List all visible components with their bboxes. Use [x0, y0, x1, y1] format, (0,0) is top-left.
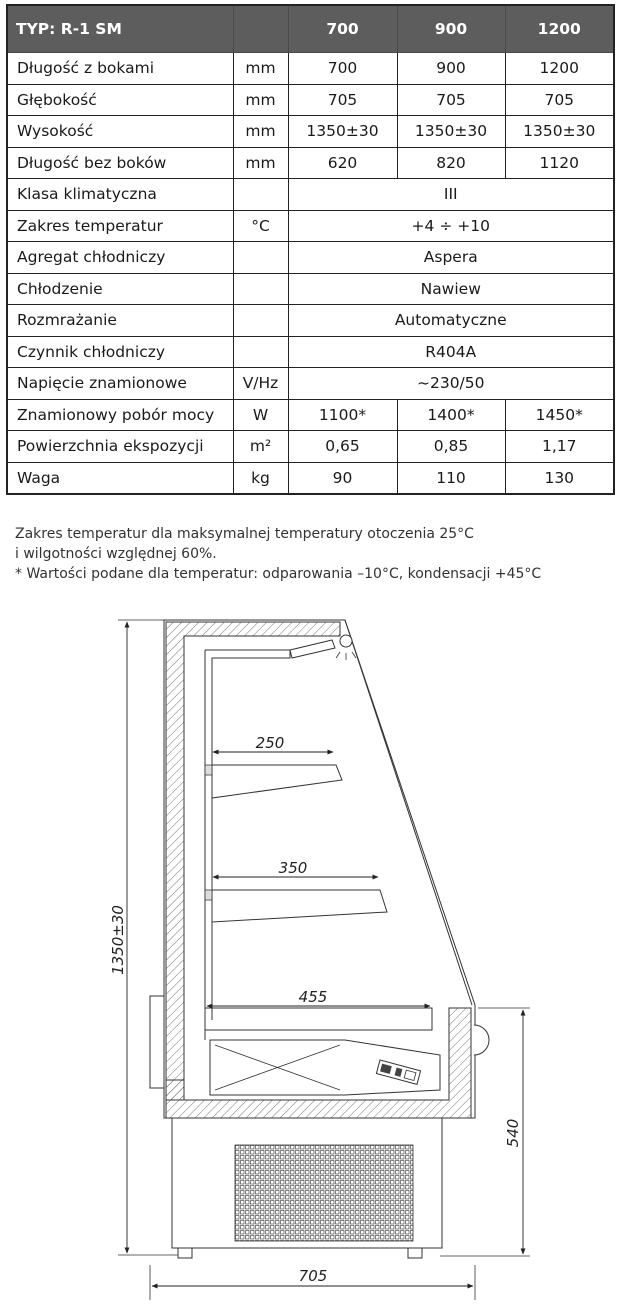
table-row — [7, 336, 614, 368]
spec-header-row — [7, 5, 614, 53]
row-value: Nawiew — [288, 273, 614, 305]
row-unit: mm — [233, 147, 288, 179]
back-panel — [150, 996, 164, 1088]
note-temperature-range: Zakres temperatur dla maksymalnej temperatury otoczenia 25°C — [15, 526, 474, 542]
row-name: Agregat chłodniczy — [7, 242, 233, 274]
row-unit: V/Hz — [233, 368, 288, 400]
row-value: 1350±30 — [288, 116, 397, 148]
row-value: 1350±30 — [505, 116, 614, 148]
row-name: Długość z bokami — [7, 53, 233, 85]
row-value: +4 ÷ +10 — [288, 210, 614, 242]
row-value: 1120 — [505, 147, 614, 179]
row-value: 705 — [397, 84, 505, 116]
dimension-depth — [150, 1265, 475, 1300]
note-values-asterisk: * Wartości podane dla temperatur: odparowania –10°C, kondensacji +45°C — [15, 566, 542, 582]
row-value: 820 — [397, 147, 505, 179]
row-unit: kg — [233, 462, 288, 494]
dim-counter-label: 540 — [504, 1118, 522, 1148]
header-900: 900 — [397, 5, 505, 53]
header-unit — [233, 5, 288, 53]
row-value: 90 — [288, 462, 397, 494]
header-1200: 1200 — [505, 5, 614, 53]
row-value: 700 — [288, 53, 397, 85]
row-value: 110 — [397, 462, 505, 494]
row-unit: W — [233, 399, 288, 431]
row-unit: mm — [233, 84, 288, 116]
row-name: Czynnik chłodniczy — [7, 336, 233, 368]
row-value: 900 — [397, 53, 505, 85]
row-name: Waga — [7, 462, 233, 494]
row-name: Klasa klimatyczna — [7, 179, 233, 211]
dim-shelf-lower-label: 350 — [278, 859, 308, 877]
table-row — [7, 305, 614, 337]
row-unit — [233, 336, 288, 368]
row-unit — [233, 242, 288, 274]
row-name: Powierzchnia ekspozycji — [7, 431, 233, 463]
table-row — [7, 116, 614, 148]
table-row — [7, 147, 614, 179]
row-unit — [233, 179, 288, 211]
row-unit — [233, 273, 288, 305]
dim-depth-label: 705 — [298, 1267, 328, 1285]
table-row — [7, 53, 614, 85]
row-name: Wysokość — [7, 116, 233, 148]
note-humidity: i wilgotności względnej 60%. — [15, 546, 217, 562]
cabinet-body — [164, 620, 475, 1118]
row-name: Znamionowy pobór mocy — [7, 399, 233, 431]
row-value: 1200 — [505, 53, 614, 85]
ventilation-grille — [235, 1145, 413, 1241]
dim-shelf-upper-label: 250 — [255, 734, 285, 752]
row-value: 1400* — [397, 399, 505, 431]
table-row — [7, 399, 614, 431]
row-value: 0,85 — [397, 431, 505, 463]
row-value: 0,65 — [288, 431, 397, 463]
row-name: Zakres temperatur — [7, 210, 233, 242]
dim-base-label: 455 — [298, 988, 328, 1006]
table-row — [7, 242, 614, 274]
row-value: III — [288, 179, 614, 211]
table-row — [7, 462, 614, 494]
row-value: R404A — [288, 336, 614, 368]
foot-left — [178, 1248, 192, 1258]
footnotes — [15, 524, 541, 584]
row-value: 620 — [288, 147, 397, 179]
compressor-cabinet — [172, 1118, 442, 1258]
row-value: 130 — [505, 462, 614, 494]
table-row — [7, 368, 614, 400]
table-row — [7, 273, 614, 305]
header-type: TYP: R-1 SM — [7, 5, 233, 53]
row-unit: mm — [233, 116, 288, 148]
row-name: Chłodzenie — [7, 273, 233, 305]
row-unit: m² — [233, 431, 288, 463]
spec-table — [6, 4, 615, 495]
row-name: Rozmrażanie — [7, 305, 233, 337]
row-value: Aspera — [288, 242, 614, 274]
light-fixture — [290, 635, 356, 660]
row-value: 1,17 — [505, 431, 614, 463]
shelf-upper — [205, 734, 342, 798]
table-row — [7, 431, 614, 463]
row-unit — [233, 305, 288, 337]
row-value: 1450* — [505, 399, 614, 431]
row-name: Głębokość — [7, 84, 233, 116]
row-name: Długość bez boków — [7, 147, 233, 179]
table-row — [7, 210, 614, 242]
row-value: 705 — [505, 84, 614, 116]
table-row — [7, 179, 614, 211]
shelf-lower — [205, 859, 387, 922]
row-value: 1100* — [288, 399, 397, 431]
row-name: Napięcie znamionowe — [7, 368, 233, 400]
row-value: 1350±30 — [397, 116, 505, 148]
base-deck — [205, 988, 432, 1030]
row-value: ~230/50 — [288, 368, 614, 400]
thermometer-icon — [474, 1025, 489, 1055]
row-value: 705 — [288, 84, 397, 116]
technical-drawing — [0, 600, 619, 1305]
row-unit: mm — [233, 53, 288, 85]
foot-right — [408, 1248, 422, 1258]
row-unit: °C — [233, 210, 288, 242]
controller-icon — [376, 1060, 420, 1084]
evaporator — [210, 1040, 440, 1095]
dim-height-label: 1350±30 — [109, 905, 127, 975]
table-row — [7, 84, 614, 116]
row-value: Automatyczne — [288, 305, 614, 337]
header-700: 700 — [288, 5, 397, 53]
